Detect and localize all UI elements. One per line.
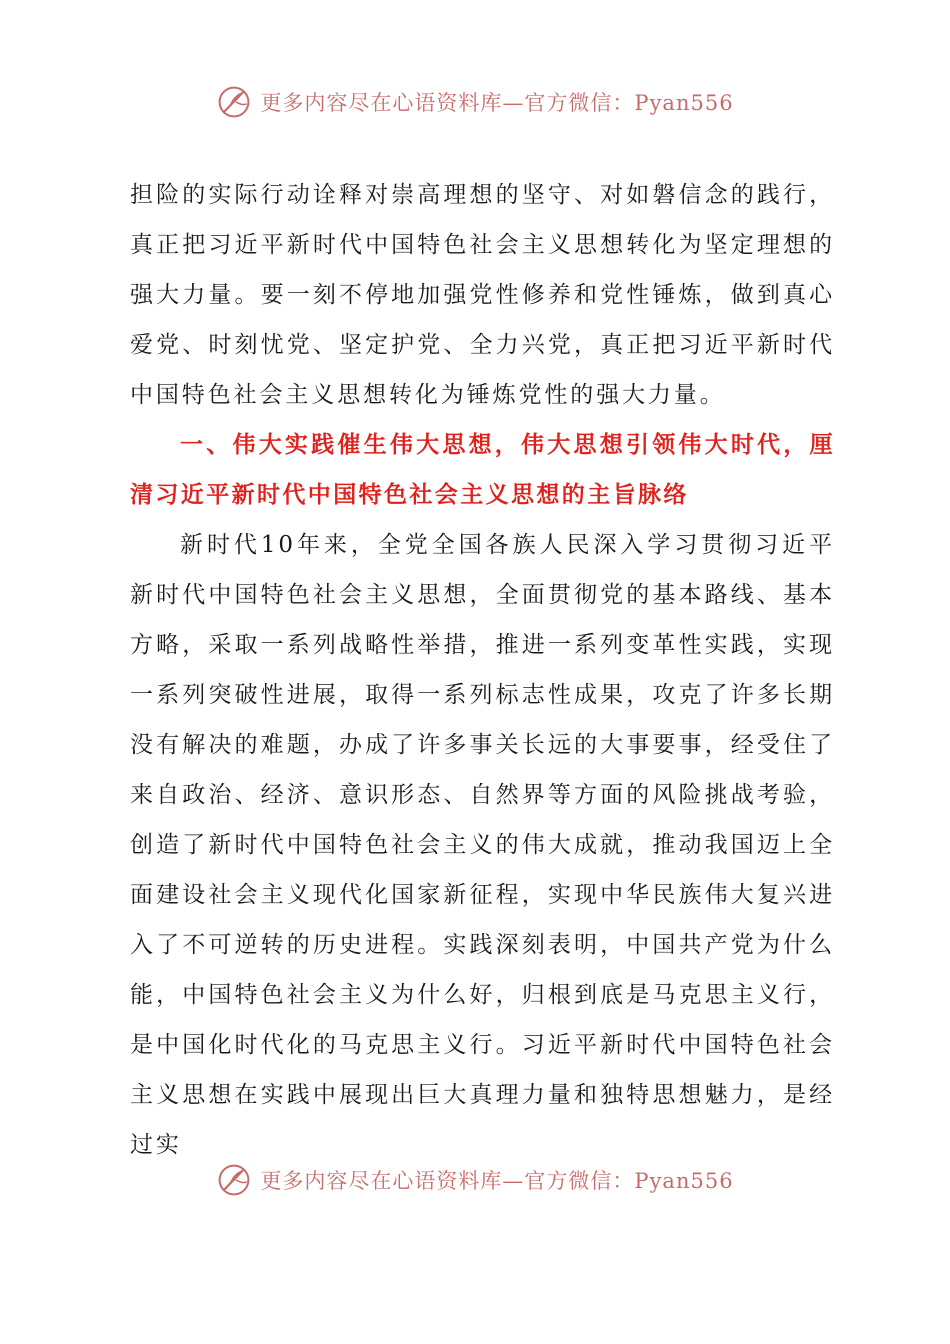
watermark-text: 更多内容尽在心语资料库—官方微信：Pyan556 — [260, 1169, 734, 1193]
document-body — [130, 170, 835, 1170]
paragraph-body: 新时代10年来，全党全国各族人民深入学习贯彻习近平新时代中国特色社会主义思想，全面贯彻党的基本路线、基本方略，采取一系列战略性举措，推进一系列变革性实践，实现一系列突破性进展，取得一系列标志性成果，攻克了许多长期没有解决的难题，办成了许多事关长远的大事要事，经受住了来自政治、经济、意识形态、自然界等方面的风险挑战考验，创造了新时代中国特色社会主义的伟大成就，推动我国迈上全面建设社会主义现代化国家新征程，实现中华民族伟大复兴进入了不可逆转的历史进程。实践深刻表明，中国共产党为什么能，中国特色社会主义为什么好，归根到底是马克思主义行，是中国化时代化的马克思主义行。习近平新时代中国特色社会主义思想在实践中展现出巨大真理力量和独特思想魅力，是经过实 — [130, 532, 835, 1158]
quill-pen-logo-icon — [216, 84, 252, 120]
watermark-text: 更多内容尽在心语资料库—官方微信：Pyan556 — [260, 91, 734, 115]
section-heading: 一、伟大实践催生伟大思想，伟大思想引领伟大时代，厘清习近平新时代中国特色社会主义思想的主旨脉络 — [130, 431, 835, 508]
watermark-header — [0, 84, 950, 120]
paragraph-continued: 担险的实际行动诠释对崇高理想的坚守、对如磐信念的践行，真正把习近平新时代中国特色社会主义思想转化为坚定理想的强大力量。要一刻不停地加强党性修养和党性锤炼，做到真心爱党、时刻忧党、坚定护党、全力兴党，真正把习近平新时代中国特色社会主义思想转化为锤炼党性的强大力量。 — [130, 182, 835, 408]
quill-pen-logo-icon — [216, 1162, 252, 1198]
watermark-footer — [0, 1162, 950, 1198]
